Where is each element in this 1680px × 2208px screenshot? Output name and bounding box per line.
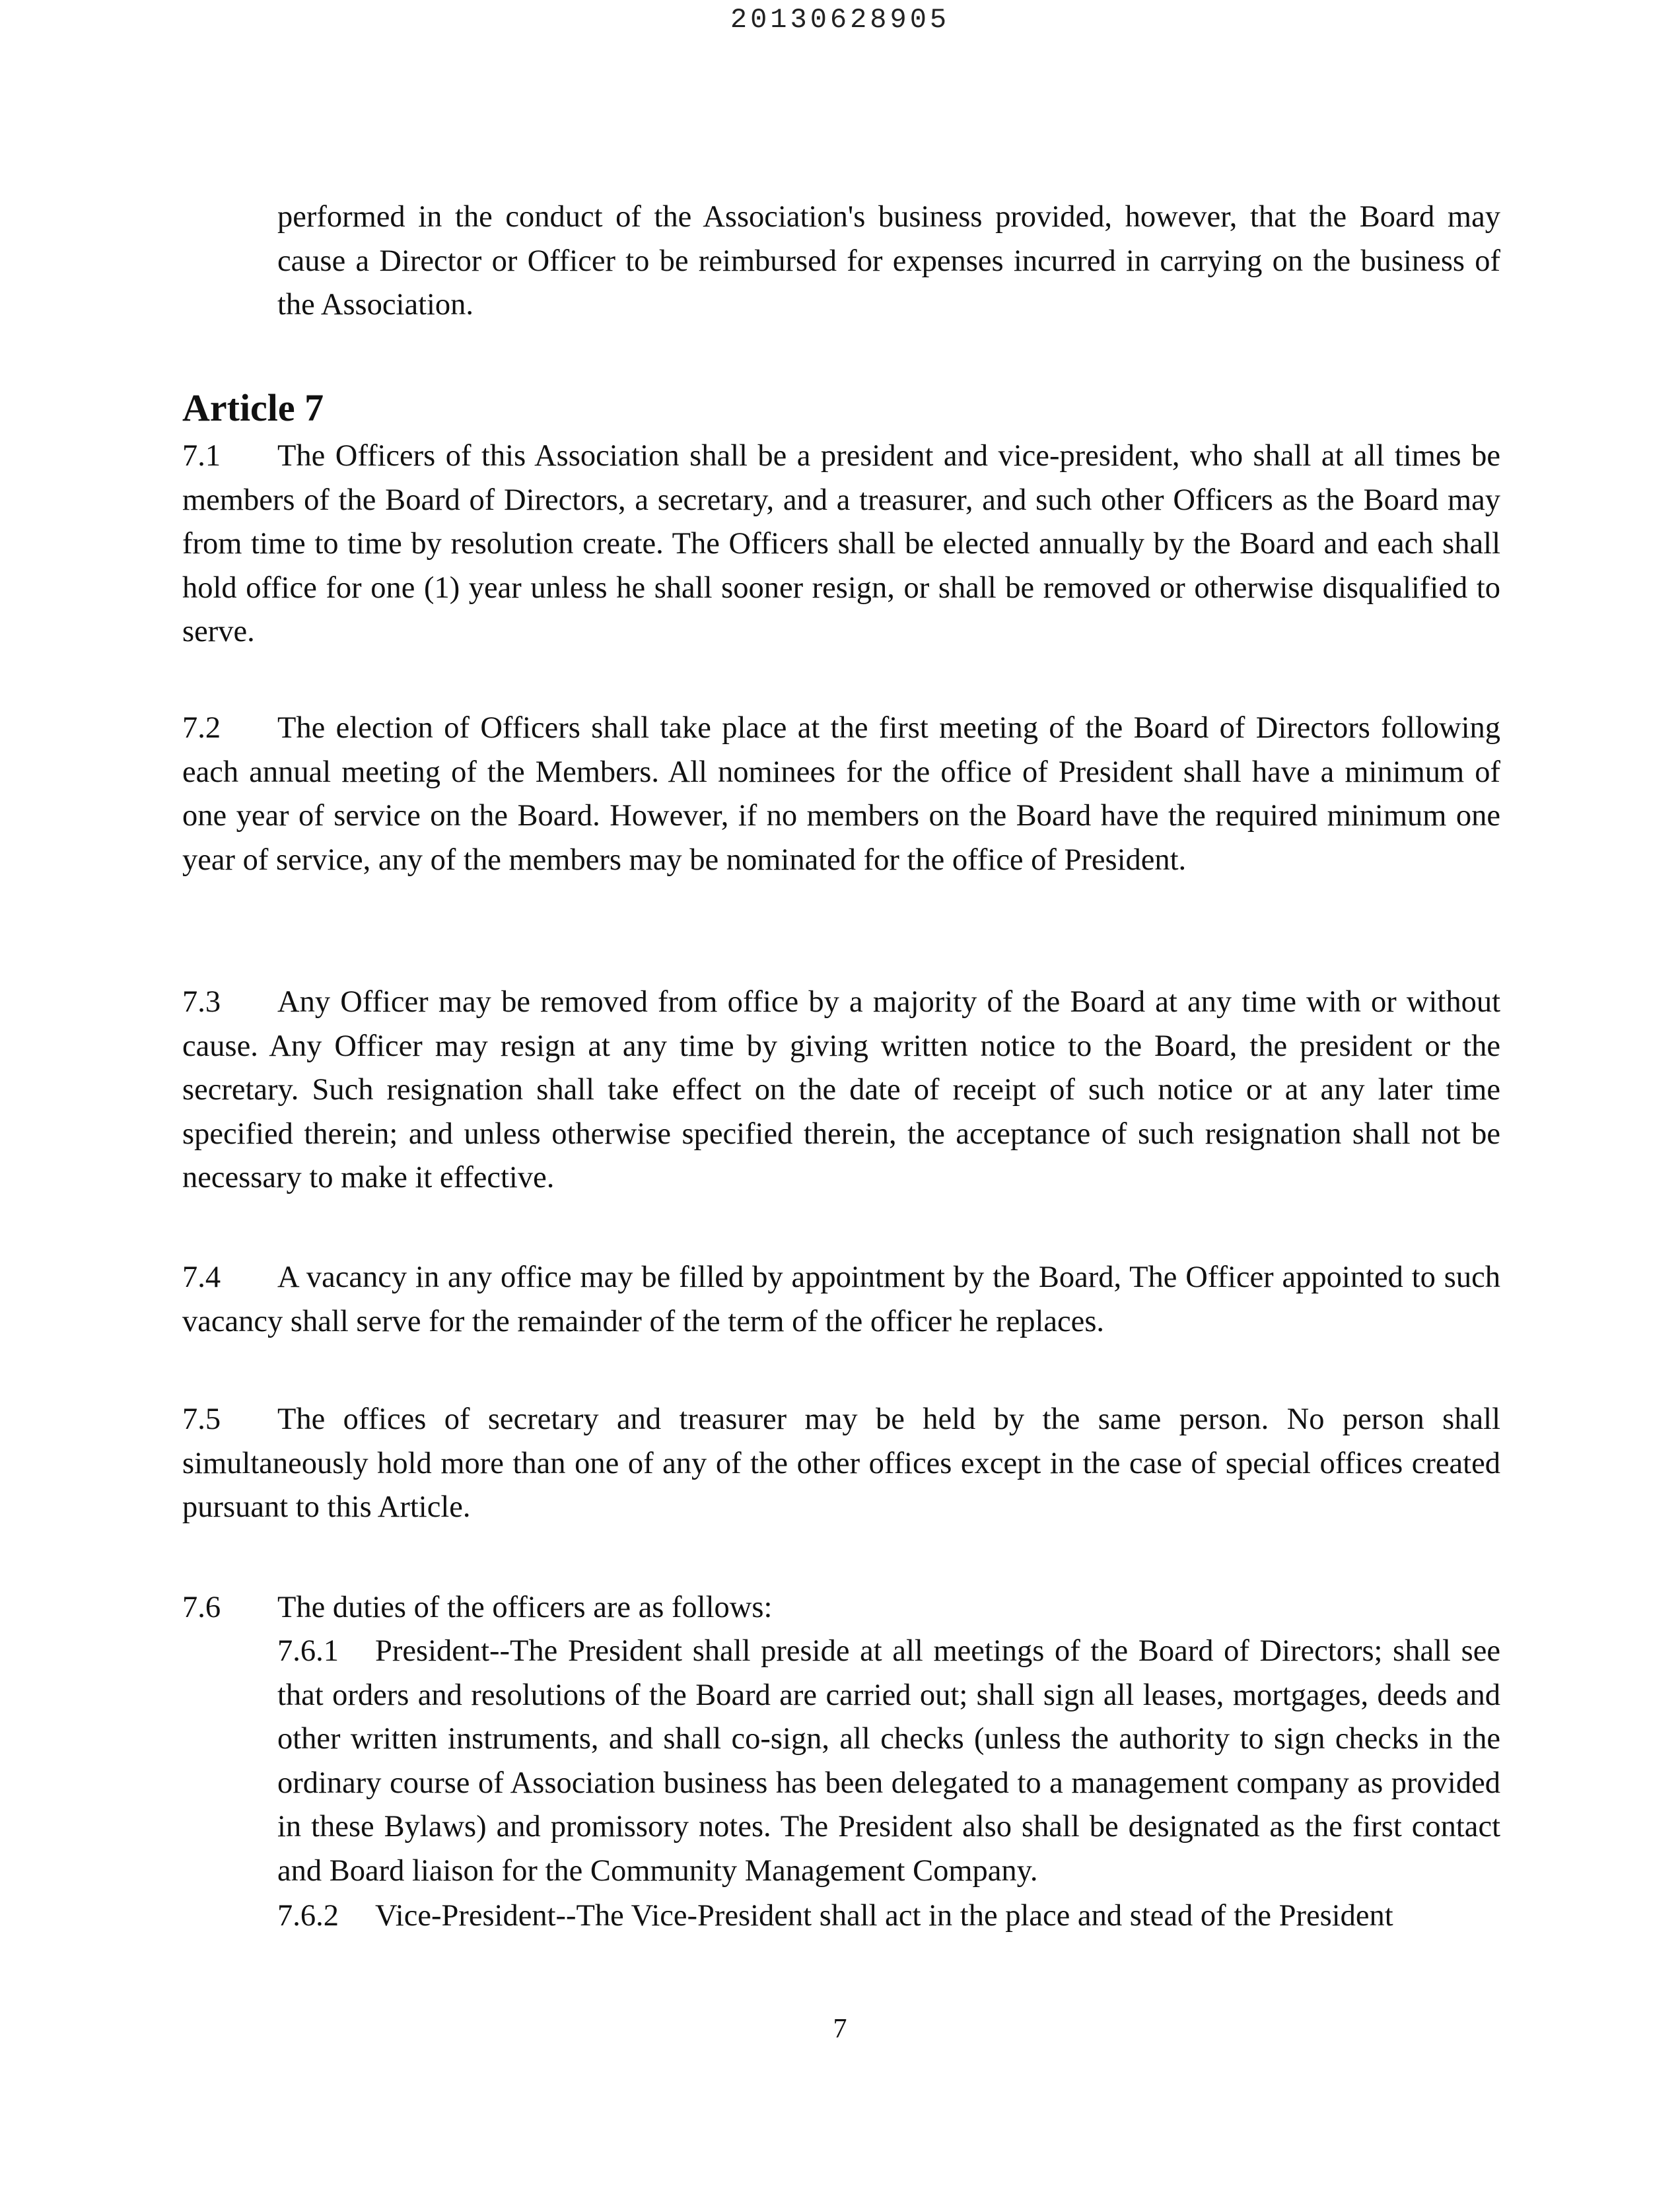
continuation-paragraph: performed in the conduct of the Association's business provided, however, that the Board may cause a Director or Officer to be reimbursed for expenses incurred in carrying on the business of the Association.: [277, 200, 1500, 322]
section-number: 7.1: [182, 439, 221, 473]
subsection-number: 7.6.1: [277, 1634, 339, 1668]
section-text: A vacancy in any office may be filled by appointment by the Board, The Officer appointed to such vacancy shall serve for the remainder of the term of the officer he replaces.: [182, 1260, 1500, 1338]
section-number: 7.5: [182, 1402, 221, 1436]
section-7-2: [182, 707, 1500, 882]
subsection-7-6-1: [277, 1630, 1500, 1893]
subsection-number: 7.6.2: [277, 1899, 339, 1933]
document-number: 20130628905: [730, 4, 950, 36]
section-text: Any Officer may be removed from office by a majority of the Board at any time with or without cause. Any Officer may resign at any time by giving written notice to the Board, the president or the secretary. Such resignation shall take effect on the date of receipt of such notice or at any later time specified therein; and unless otherwise specified therein, the acceptance of such resignation shall not be necessary to make it effective.: [182, 985, 1500, 1194]
subsection-7-6-2: [277, 1894, 1500, 1939]
section-7-3: [182, 981, 1500, 1200]
section-number: 7.4: [182, 1260, 221, 1294]
section-number: 7.3: [182, 985, 221, 1019]
section-7-1: [182, 434, 1500, 654]
section-7-4: [182, 1256, 1500, 1344]
section-text: The Officers of this Association shall be a president and vice-president, who shall at all times be members of the Board of Directors, a secretary, and a treasurer, and such other Officers as the Board may from time to time by resolution create. The Officers shall be elected annually by the Board and each shall hold office for one (1) year unless he shall sooner resign, or shall be removed or otherwise disqualified to serve.: [182, 439, 1500, 648]
subsection-text: President--The President shall preside at all meetings of the Board of Directors; shall see that orders and resolutions of the Board are carried out; shall sign all leases, mortgages, deeds and other written instruments, and shall co-sign, all checks (unless the authority to sign checks in the ordinary course of Association business has been delegated to a management company as provided in these Bylaws) and promissory notes. The President also shall be designated as the first contact and Board liaison for the Community Management Company.: [277, 1634, 1500, 1888]
section-7-6: [182, 1586, 1500, 1630]
section-number: 7.2: [182, 711, 221, 745]
section-text: The offices of secretary and treasurer may be held by the same person. No person shall simultaneously hold more than one of any of the other offices except in the case of special offices created pursuant to this Article.: [182, 1402, 1500, 1524]
section-text: The duties of the officers are as follows:: [277, 1591, 773, 1624]
subsection-text: Vice-President--The Vice-President shall act in the place and stead of the President: [375, 1899, 1393, 1933]
section-text: The election of Officers shall take place at the first meeting of the Board of Directors following each annual meeting of the Members. All nominees for the office of President shall have a minimum of one year of service on the Board. However, if no members on the Board have the required minimum one year of service, any of the members may be nominated for the office of President.: [182, 711, 1500, 877]
section-7-5: [182, 1398, 1500, 1530]
page-number: 7: [833, 2014, 847, 2044]
section-number: 7.6: [182, 1591, 221, 1624]
article-heading: Article 7: [182, 386, 324, 429]
